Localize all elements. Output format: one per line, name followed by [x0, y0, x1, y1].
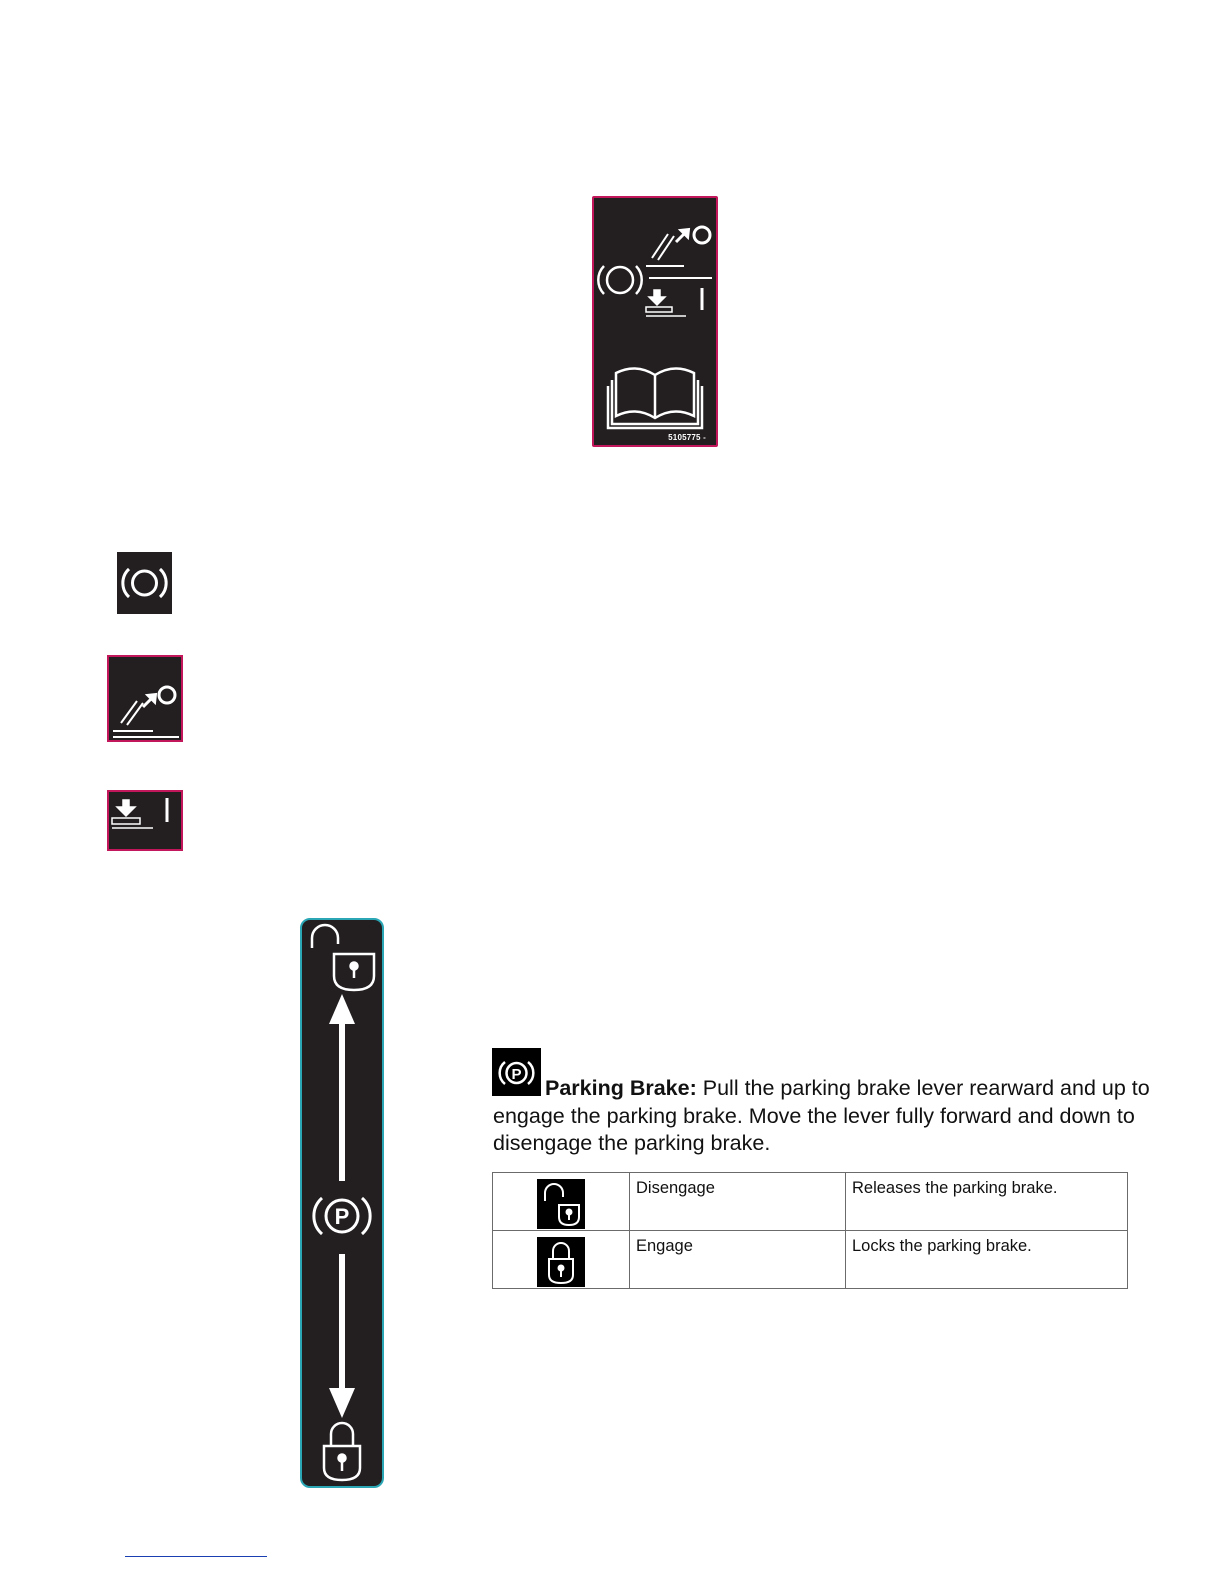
brake-symbol [117, 552, 172, 614]
lever-up-icon [109, 657, 181, 740]
parking-brake-letter: P [334, 1204, 350, 1229]
parking-brake-body: Pull the parking brake lever rearward and up to engage the parking brake. Move the lever fully forward and down to disengage the parking brake. [493, 1076, 1150, 1155]
lever-down-engage-symbol [107, 790, 183, 851]
brake-icon [117, 552, 172, 614]
parking-brake-icon-letter: P [511, 1066, 522, 1083]
up-arrow-icon [329, 994, 355, 1181]
down-arrow-icon [329, 1254, 355, 1418]
lever-down-icon [646, 288, 702, 316]
parking-brake-description [493, 1075, 1153, 1158]
operator-manual-icon [608, 368, 702, 428]
unlock-icon [537, 1179, 585, 1229]
table-action-cell: Engage [630, 1231, 846, 1289]
parking-brake-decal [592, 196, 718, 447]
table-icon-cell [493, 1173, 630, 1231]
table-description-cell: Locks the parking brake. [846, 1231, 1128, 1289]
table-icon-cell [493, 1231, 630, 1289]
parking-brake-states-table [492, 1172, 1128, 1289]
lock-icon [324, 1423, 360, 1480]
table-description-cell: Releases the parking brake. [846, 1173, 1128, 1231]
lever-graphics [302, 920, 382, 1486]
parking-brake-heading: Parking Brake: [545, 1076, 697, 1100]
lever-up-release-symbol [107, 655, 183, 742]
lever-down-icon [109, 792, 181, 849]
table-row [493, 1231, 1128, 1289]
lock-icon [537, 1237, 585, 1287]
table-row [493, 1173, 1128, 1231]
unlock-icon [312, 925, 374, 990]
brake-icon [598, 266, 641, 294]
part-number: 5105775 - [668, 433, 706, 442]
lever-direction-decal [300, 918, 384, 1488]
footnote-divider [125, 1556, 267, 1557]
decal-graphics [594, 198, 716, 445]
lever-up-icon [646, 227, 710, 266]
table-action-cell: Disengage [630, 1173, 846, 1231]
